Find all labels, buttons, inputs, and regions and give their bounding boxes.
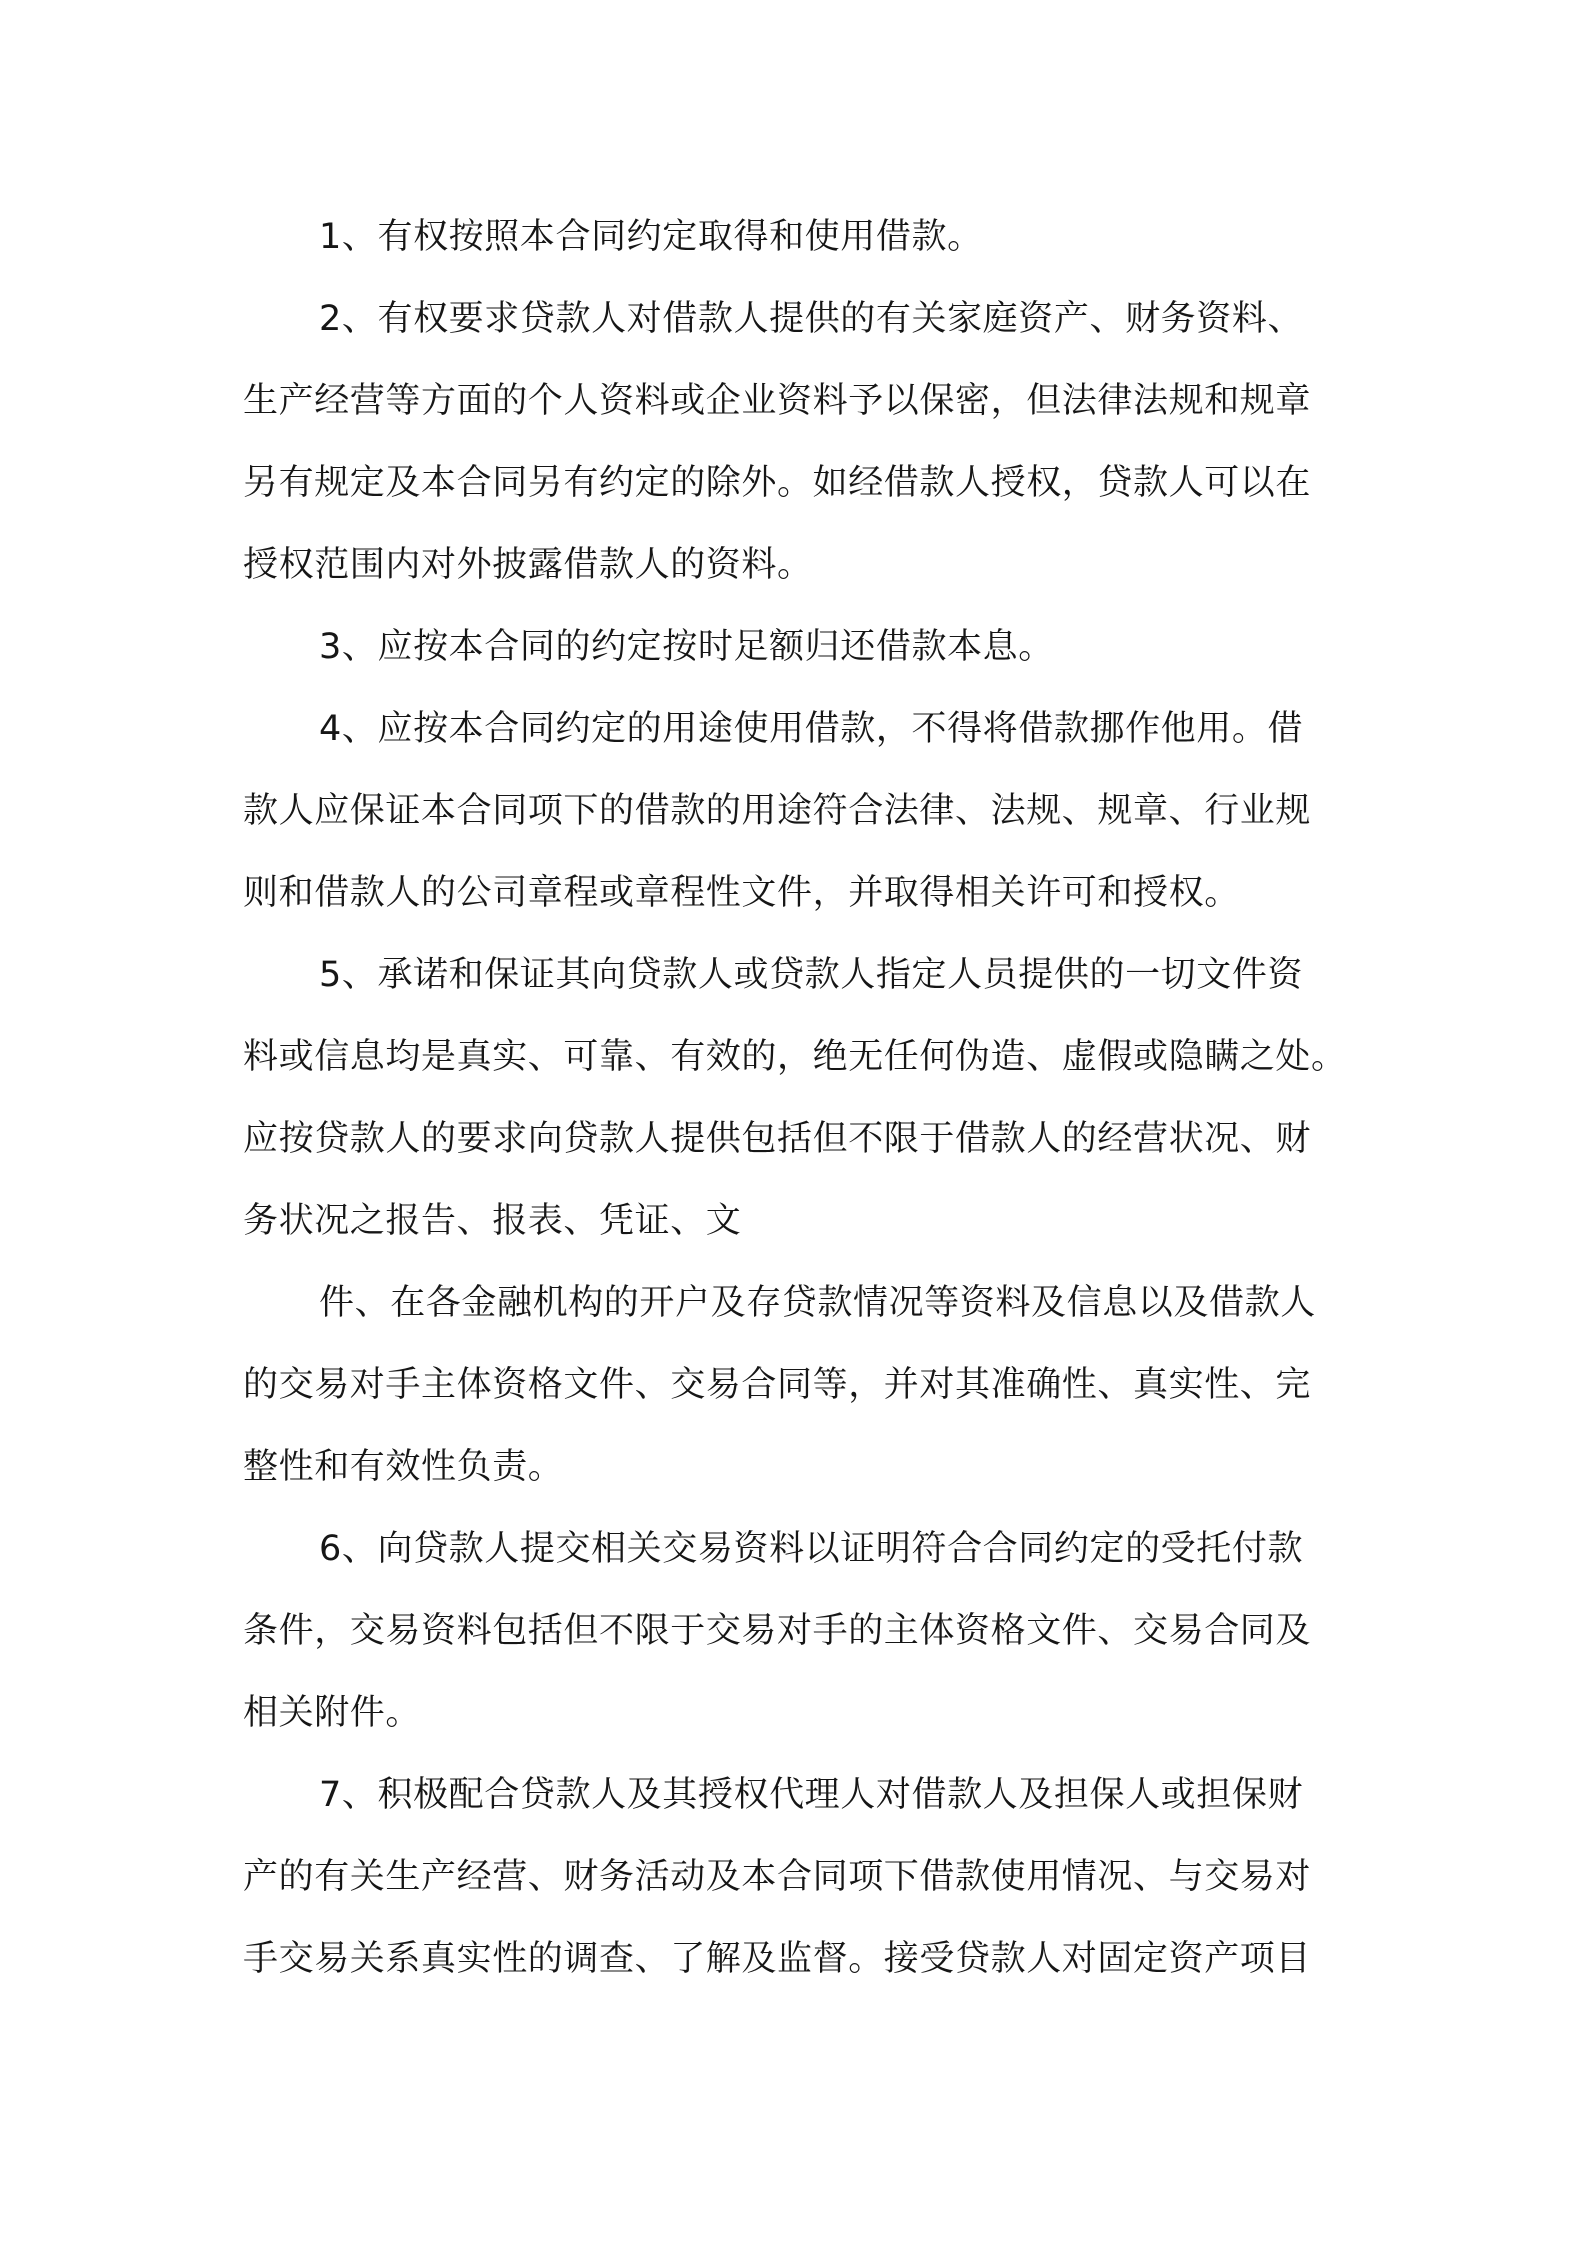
clause-4-paragraph (243, 688, 1351, 934)
text-line: 相关附件。 (243, 1693, 422, 1733)
clause-3-paragraph (243, 606, 1351, 688)
clause-6-paragraph (243, 1508, 1351, 1754)
text-line: 生产经营等方面的个人资料或企业资料予以保密，但法律法规和规章 (243, 381, 1312, 421)
text-line: 7、积极配合贷款人及其授权代理人对借款人及担保人或担保财 (319, 1775, 1304, 1815)
text-line: 件、在各金融机构的开户及存贷款情况等资料及信息以及借款人 (319, 1283, 1316, 1323)
text-line: 1、有权按照本合同约定取得和使用借款。 (319, 217, 983, 257)
text-line: 手交易关系真实性的调查、了解及监督。接受贷款人对固定资产项目 (243, 1939, 1312, 1979)
clause-5-paragraph (243, 934, 1351, 1262)
clause-5-continuation-paragraph (243, 1262, 1351, 1508)
text-line: 料或信息均是真实、可靠、有效的，绝无任何伪造、虚假或隐瞒之处。 (243, 1037, 1347, 1077)
text-line: 授权范围内对外披露借款人的资料。 (243, 545, 813, 585)
text-line: 的交易对手主体资格文件、交易合同等，并对其准确性、真实性、完 (243, 1365, 1312, 1405)
clause-2-paragraph (243, 278, 1351, 606)
text-line: 另有规定及本合同另有约定的除外。如经借款人授权，贷款人可以在 (243, 463, 1312, 503)
text-line: 则和借款人的公司章程或章程性文件，并取得相关许可和授权。 (243, 873, 1240, 913)
text-line: 应按贷款人的要求向贷款人提供包括但不限于借款人的经营状况、财 (243, 1119, 1312, 1159)
text-line: 3、应按本合同的约定按时足额归还借款本息。 (319, 627, 1054, 667)
text-line: 6、向贷款人提交相关交易资料以证明符合合同约定的受托付款 (319, 1529, 1304, 1569)
text-line: 整性和有效性负责。 (243, 1447, 564, 1487)
text-line: 4、应按本合同约定的用途使用借款，不得将借款挪作他用。借 (319, 709, 1304, 749)
text-line: 款人应保证本合同项下的借款的用途符合法律、法规、规章、行业规 (243, 791, 1312, 831)
text-line: 产的有关生产经营、财务活动及本合同项下借款使用情况、与交易对 (243, 1857, 1312, 1897)
text-line: 条件，交易资料包括但不限于交易对手的主体资格文件、交易合同及 (243, 1611, 1312, 1651)
clause-1-paragraph (243, 196, 1351, 278)
document-body (243, 196, 1351, 2000)
text-line: 5、承诺和保证其向贷款人或贷款人指定人员提供的一切文件资 (319, 955, 1304, 995)
text-line: 2、有权要求贷款人对借款人提供的有关家庭资产、财务资料、 (319, 299, 1304, 339)
clause-7-paragraph (243, 1754, 1351, 2000)
text-line: 务状况之报告、报表、凭证、文 (243, 1201, 742, 1241)
